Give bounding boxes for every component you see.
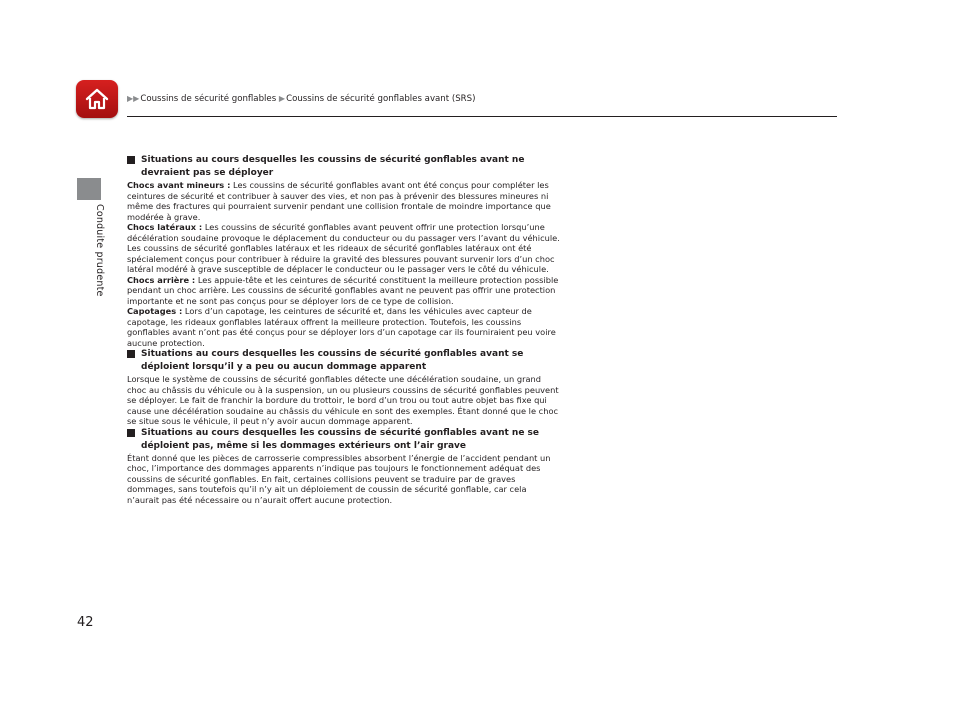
paragraph <box>127 222 560 275</box>
heading-line: Situations au cours desquelles les coussins de sécurité gonflables avant ne <box>141 155 525 165</box>
paragraph <box>127 453 560 506</box>
chapter-tab[interactable] <box>77 178 101 200</box>
section-heading <box>127 427 560 453</box>
paragraph <box>127 275 560 307</box>
paragraph-lead: Chocs arrière : <box>127 274 196 285</box>
paragraph-lead: Chocs avant mineurs : <box>127 180 231 190</box>
paragraph-lead: Capotages : <box>127 306 183 316</box>
heading-line: devraient pas se déployer <box>141 168 274 178</box>
paragraph <box>127 374 560 427</box>
paragraph <box>127 180 560 222</box>
paragraph-text: Les appuie-tête et les ceintures de sécurité constituent la meilleure protection possible pendant un choc arrière. Les coussins de sécurité gonflables avant ne peuvent pas offrir une protection importante et ne sont pas conçus pour se déployer lors de ce type de collision. <box>127 274 559 306</box>
page-number: 42 <box>77 615 94 630</box>
section-heading <box>127 154 560 180</box>
paragraph-text: Les coussins de sécurité gonflables avant peuvent offrir une protection lorsqu’une décélération soudaine provoque le déplacement du conducteur ou du passager vers l’avant du véhicule. Les coussins de sécurité gonflables latéraux et les rideaux de sécurité gonflables latéraux ont été spécialement conçus pour contribuer à réduire la gravité des blessures pouvant survenir lors d’un choc latéral modéré à grave susceptible de déplacer le conducteur ou le passager vers le côté du véhicule. <box>127 222 560 274</box>
square-bullet-icon <box>127 429 135 437</box>
section-heading <box>127 348 560 374</box>
heading-line: déploient pas, même si les dommages extérieurs ont l’air grave <box>141 440 467 451</box>
breadcrumb-arrow-icon: ▶ <box>278 94 286 103</box>
chapter-label: Conduite prudente <box>94 204 105 297</box>
home-button[interactable] <box>76 80 118 118</box>
heading-line: Situations au cours desquelles les coussins de sécurité gonflables avant se <box>141 349 524 359</box>
square-bullet-icon <box>127 350 135 358</box>
main-content <box>127 154 560 505</box>
breadcrumb-link-airbags[interactable]: Coussins de sécurité gonflables <box>140 94 277 104</box>
breadcrumb-current-page: Coussins de sécurité gonflables avant (SRS) <box>286 94 476 104</box>
paragraph-text: Lors d’un capotage, les ceintures de sécurité et, dans les véhicules avec capteur de capotage, les rideaux gonflables latéraux offrent la meilleure protection. Toutefois, les coussins gonflables avant n’ont pas été conçus pour se déployer lors d’un capotage car ils fourniraient peu voire aucune protection. <box>127 306 556 348</box>
breadcrumb <box>127 94 475 104</box>
heading-line: Situations au cours desquelles les coussins de sécurité gonflables avant ne se <box>141 427 540 438</box>
breadcrumb-arrow-icon: ▶▶ <box>127 94 140 103</box>
home-icon <box>83 86 111 112</box>
heading-line: déploient lorsqu’il y a peu ou aucun dommage apparent <box>141 362 427 372</box>
paragraph <box>127 306 560 348</box>
paragraph-text: Lorsque le système de coussins de sécurité gonflables détecte une décélération soudaine, un grand choc au châssis du véhicule ou à la suspension, un ou plusieurs coussins de sécurité gonflables peuvent se déployer. Le fait de franchir la bordure du trottoir, le bord d’un trou ou tout autre objet bas fixe qui cause une décélération soudaine au châssis du véhicule en sont des exemples. Étant donné que le choc se situe sous le véhicule, il peut n’y avoir aucun dommage apparent. <box>127 374 559 426</box>
paragraph-text: Étant donné que les pièces de carrosserie compressibles absorbent l’énergie de l’accident pendant un choc, l’importance des dommages apparents n’indique pas toujours le fonctionnement adéquat des coussins de sécurité gonflables. En fait, certaines collisions peuvent se traduire par de graves dommages, sans toutefois qu’il n’y ait un déploiement de coussin de sécurité gonflable, car cela n’aurait pas été nécessaire ou n’aurait offert aucune protection. <box>127 452 551 505</box>
paragraph-lead: Chocs latéraux : <box>127 222 203 232</box>
paragraph-text: Les coussins de sécurité gonflables avant ont été conçus pour compléter les ceintures de sécurité et contribuer à sauver des vies, et non pas à prévenir des blessures mineures ni même des fractures qui pourraient survenir pendant une collision frontale de moindre importance que modérée à grave. <box>127 180 551 222</box>
header-divider <box>127 116 837 117</box>
square-bullet-icon <box>127 156 135 164</box>
